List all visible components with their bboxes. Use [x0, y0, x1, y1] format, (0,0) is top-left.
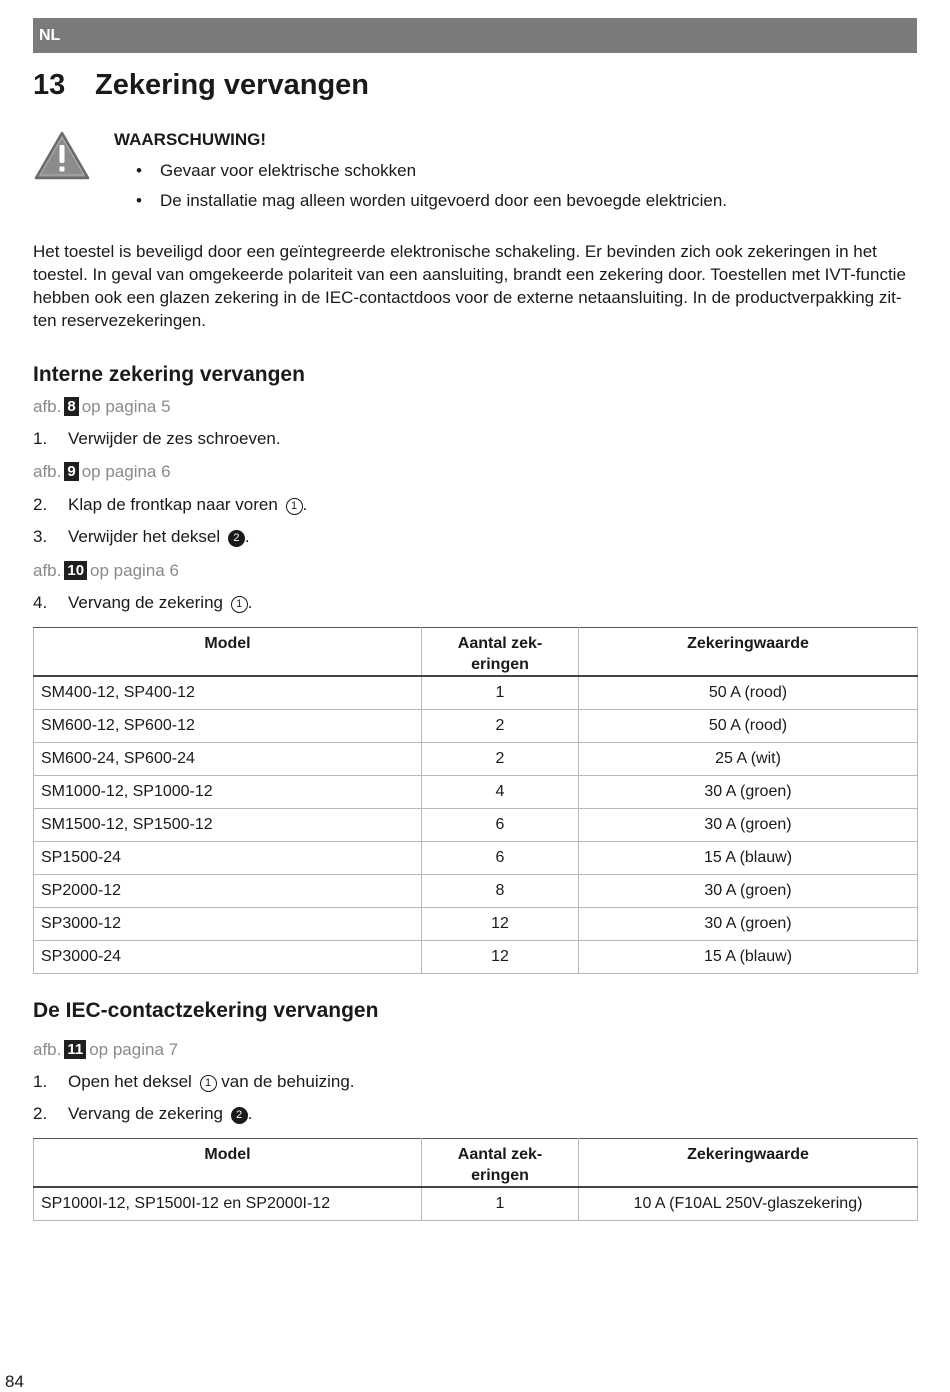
step-number: 4. — [33, 593, 48, 612]
table-row — [34, 676, 918, 710]
table-row — [34, 710, 918, 743]
column-header-fuse-value: Zekeringwaarde — [579, 628, 918, 677]
figure-reference — [33, 1039, 178, 1061]
section-title-iec-fuse: De IEC-contactzekering vervangen — [33, 999, 379, 1022]
table-row — [34, 1187, 918, 1221]
step-item — [33, 526, 250, 548]
warning-triangle-icon — [33, 130, 91, 182]
step-item — [33, 494, 307, 516]
step-item — [33, 428, 281, 450]
figure-number-badge: 10 — [64, 561, 87, 580]
cell-model: SM600-24, SP600-24 — [34, 743, 422, 776]
step-text-end: van de behuizing. — [216, 1072, 355, 1091]
cell-fuse-value: 10 A (F10AL 250V-glaszekering) — [579, 1187, 918, 1221]
chapter-number: 13 — [33, 69, 66, 101]
cell-fuse-count: 8 — [422, 875, 579, 908]
internal-fuse-table — [33, 627, 918, 974]
table-row — [34, 842, 918, 875]
step-text: Verwijder het deksel — [68, 527, 225, 546]
step-text: Klap de frontkap naar voren — [68, 495, 283, 514]
column-header-fuse-count: Aantal zek- eringen — [422, 1139, 579, 1188]
chapter-title-text: Zekering vervangen — [95, 69, 369, 101]
figure-number-badge: 8 — [64, 397, 78, 416]
callout-marker-icon: 1 — [231, 596, 248, 613]
cell-fuse-count: 6 — [422, 842, 579, 875]
cell-fuse-value: 15 A (blauw) — [579, 941, 918, 974]
warning-title: WAARSCHUWING! — [114, 130, 267, 149]
cell-fuse-value: 50 A (rood) — [579, 676, 918, 710]
cell-fuse-value: 30 A (groen) — [579, 908, 918, 941]
table-row — [34, 941, 918, 974]
cell-fuse-value: 15 A (blauw) — [579, 842, 918, 875]
table-row — [34, 875, 918, 908]
step-text: Vervang de zekering — [68, 593, 228, 612]
table-row — [34, 743, 918, 776]
iec-fuse-table — [33, 1138, 918, 1221]
table-row — [34, 809, 918, 842]
cell-fuse-value: 30 A (groen) — [579, 809, 918, 842]
figure-ref-page: op pagina 6 — [90, 561, 179, 580]
cell-model: SM1500-12, SP1500-12 — [34, 809, 422, 842]
callout-marker-icon: 2 — [231, 1107, 248, 1124]
cell-fuse-count: 6 — [422, 809, 579, 842]
table-header-row — [34, 1139, 918, 1188]
cell-fuse-count: 1 — [422, 1187, 579, 1221]
table-header-row — [34, 628, 918, 677]
cell-model: SM600-12, SP600-12 — [34, 710, 422, 743]
cell-fuse-value: 50 A (rood) — [579, 710, 918, 743]
warning-bullet-text: De installatie mag alleen worden uitgevoerd door een bevoegde elektricien. — [160, 191, 728, 210]
warning-bullet-text: Gevaar voor elektrische schokken — [160, 161, 417, 180]
cell-fuse-count: 2 — [422, 710, 579, 743]
cell-model: SP1000I-12, SP1500I-12 en SP2000I-12 — [34, 1187, 422, 1221]
figure-ref-page: op pagina 6 — [81, 462, 171, 481]
step-item — [33, 1103, 252, 1125]
cell-fuse-value: 30 A (groen) — [579, 875, 918, 908]
figure-ref-prefix: afb. — [33, 462, 62, 481]
column-header-model: Model — [34, 628, 422, 677]
step-text: Vervang de zekering — [68, 1104, 228, 1123]
step-number: 1. — [33, 1072, 48, 1091]
step-text-end: . — [247, 593, 253, 612]
cell-model: SP2000-12 — [34, 875, 422, 908]
column-header-fuse-count: Aantal zek- eringen — [422, 628, 579, 677]
figure-ref-page: op pagina 7 — [89, 1040, 179, 1059]
step-text-end: . — [302, 495, 308, 514]
callout-marker-icon: 2 — [228, 530, 245, 547]
figure-ref-prefix: afb. — [33, 1040, 62, 1059]
table-row — [34, 776, 918, 809]
figure-number-badge: 9 — [64, 462, 78, 481]
step-text: Open het deksel — [68, 1072, 197, 1091]
step-text-end: . — [244, 527, 250, 546]
step-number: 2. — [33, 495, 48, 514]
warning-bullet: • De installatie mag alleen worden uitgevoerd door een bevoegde elektricien. — [136, 191, 728, 210]
figure-reference — [33, 396, 171, 418]
chapter-title — [33, 66, 369, 104]
language-header-bar — [33, 18, 917, 53]
table-row — [34, 908, 918, 941]
step-item — [33, 592, 252, 614]
figure-reference — [33, 560, 179, 582]
figure-reference — [33, 461, 171, 483]
cell-model: SP3000-24 — [34, 941, 422, 974]
column-header-fuse-value: Zekeringwaarde — [579, 1139, 918, 1188]
cell-fuse-count: 12 — [422, 908, 579, 941]
cell-fuse-count: 4 — [422, 776, 579, 809]
cell-fuse-value: 25 A (wit) — [579, 743, 918, 776]
cell-model: SM1000-12, SP1000-12 — [34, 776, 422, 809]
figure-ref-page: op pagina 5 — [81, 397, 171, 416]
intro-paragraph: Het toestel is beveiligd door een geïntegreerde elektronische schakeling. Er bevinden zich ook zekeringen in het toestel. In geval van omgekeerde polariteit van een aansluiting, brandt een zekering door. Toestellen met IVT-functie hebben ook een glazen zekering in de IEC-contactdoos voor de externe netaansluiting. In de productverpakking zitten reservezekeringen. — [33, 242, 906, 330]
step-text: Verwijder de zes schroeven. — [68, 429, 281, 448]
section-title-internal-fuse: Interne zekering vervangen — [33, 363, 305, 386]
step-number: 3. — [33, 527, 48, 546]
cell-model: SM400-12, SP400-12 — [34, 676, 422, 710]
cell-fuse-count: 12 — [422, 941, 579, 974]
column-header-model: Model — [34, 1139, 422, 1188]
cell-fuse-value: 30 A (groen) — [579, 776, 918, 809]
step-number: 1. — [33, 429, 48, 448]
figure-ref-prefix: afb. — [33, 397, 62, 416]
figure-ref-prefix: afb. — [33, 561, 62, 580]
step-number: 2. — [33, 1104, 48, 1123]
page-number: 84 — [5, 1372, 24, 1391]
callout-marker-icon: 1 — [286, 498, 303, 515]
warning-bullet: • Gevaar voor elektrische schokken — [136, 161, 417, 180]
step-item — [33, 1071, 355, 1093]
cell-fuse-count: 2 — [422, 743, 579, 776]
cell-fuse-count: 1 — [422, 676, 579, 710]
figure-number-badge: 11 — [64, 1040, 86, 1059]
cell-model: SP3000-12 — [34, 908, 422, 941]
callout-marker-icon: 1 — [200, 1075, 217, 1092]
language-code: NL — [39, 27, 61, 44]
cell-model: SP1500-24 — [34, 842, 422, 875]
step-text-end: . — [247, 1104, 253, 1123]
